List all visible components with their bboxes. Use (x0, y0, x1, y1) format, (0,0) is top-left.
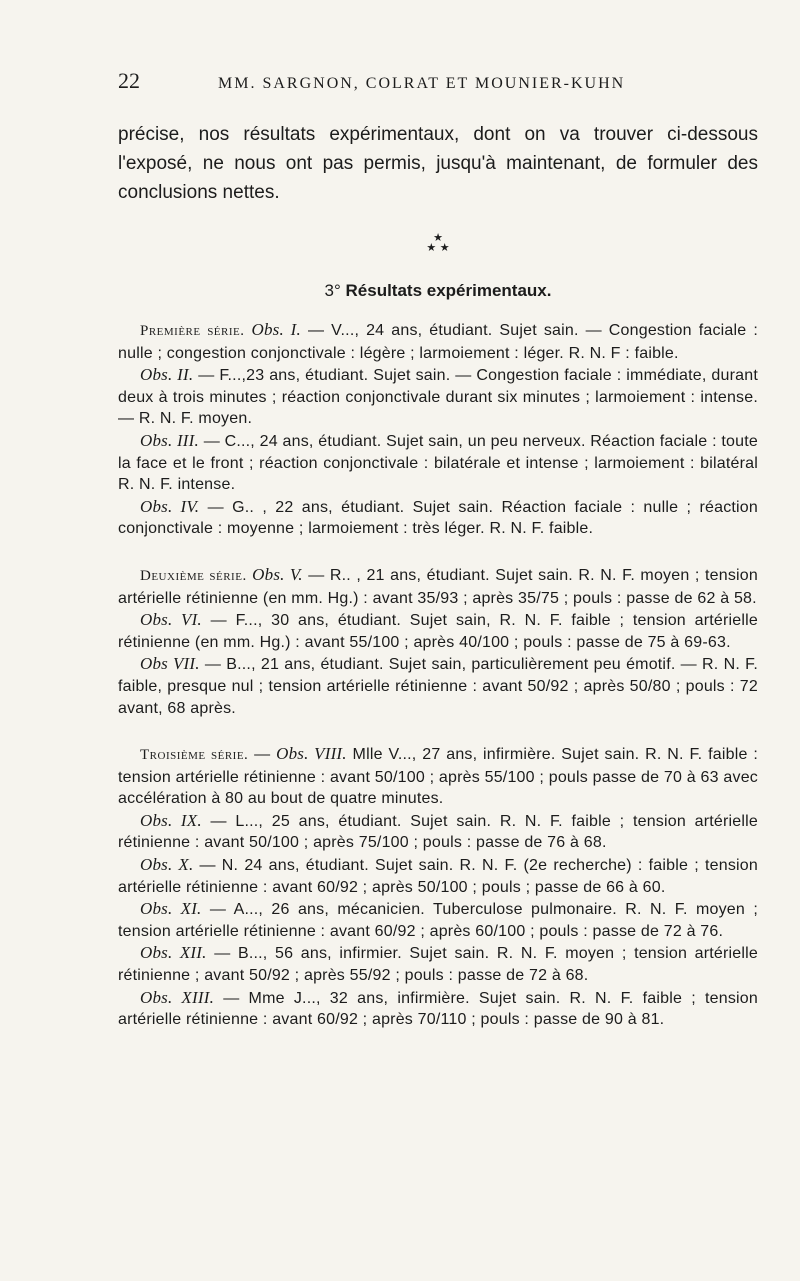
observation-text: — C..., 24 ans, étudiant. Sujet sain, un peu nerveux. Réaction faciale : toute la face et le front ; réaction conjonctivale : bilatérale et intense ; larmoiement : bilatéral R. N. F. intense. (118, 432, 758, 494)
observation-text: — V..., 24 ans, étudiant. Sujet sain. — Congestion faciale : nulle ; congestion conjonctivale : légère ; larmoiement : léger. R. N. F : faible. (118, 322, 758, 362)
observation-text: — B..., 21 ans, étudiant. Sujet sain, particulièrement peu émotif. — R. N. F. faible, presque nul ; tension artérielle rétinienne : avant 50/92 ; après 50/80 ; pouls : 72 avant, 68 après. (118, 656, 758, 717)
series-label: Deuxième série. (140, 567, 247, 584)
observation-text: — L..., 25 ans, étudiant. Sujet sain. R. N. F. faible ; tension artérielle rétinienne : avant 50/100 ; après 75/100 ; pouls : passe de 76 à 68. (118, 812, 758, 852)
observation-ref: Obs. V. (252, 564, 303, 584)
observation (118, 319, 758, 364)
asterism-bottom-icon: ★ ★ (426, 241, 450, 254)
observation-ref: Obs. III. (140, 430, 199, 450)
page-number: 22 (118, 68, 140, 93)
series-2 (118, 564, 758, 719)
observation: Troisième série. — Obs. VIII. Mlle V..., 27 ans, infirmière. Sujet sain. R. N. F. faible : tension artérielle rétinienne : avant 50/100 ; après 55/100 ; pouls passe de 70 à 63 avec accélération à 80 au bout de quatre minutes. (118, 744, 758, 808)
observation-ref: Obs. XII. (140, 943, 207, 963)
observation-ref: Obs. XI. (140, 899, 202, 919)
observation-text: — A..., 26 ans, mécanicien. Tuberculose pulmonaire. R. N. F. moyen ; tension artérielle rétinienne : avant 60/92 ; après 60/100 ; pouls : passe de 72 à 76. (118, 901, 758, 940)
observation-ref: Obs. VIII. (276, 744, 347, 764)
observation (118, 564, 758, 609)
intro-paragraph: précise, nos résultats expérimentaux, dont on va trouver ci-dessous l'exposé, ne nous ont pas permis, jusqu'à maintenant, de formuler des conclusions nettes. (118, 124, 758, 203)
observation-ref: Obs VII. (140, 654, 200, 674)
observation (118, 810, 758, 854)
series-3 (118, 743, 758, 1031)
section-title: Résultats expérimentaux. (345, 281, 552, 300)
observation (118, 496, 758, 540)
observation-text: — F..., 30 ans, étudiant. Sujet sain, R. N. F. faible ; tension artérielle rétinienne (en mm. Hg.) : avant 55/100 ; après 40/100 ; pouls : passe de 75 à 69-63. (118, 612, 758, 651)
page-header (118, 68, 758, 94)
observation (118, 364, 758, 430)
observation-text: — B..., 56 ans, infirmier. Sujet sain. R. N. F. moyen ; tension artérielle rétinienne ; avant 50/92 ; après 55/92 ; pouls : passe de 72 à 68. (118, 945, 759, 985)
observation (118, 653, 758, 719)
observation-ref: Obs. II. (140, 365, 194, 385)
observation-text: — G.. , 22 ans, étudiant. Sujet sain. Réaction faciale : nulle ; réaction conjonctivale : moyenne ; larmoiement : très léger. R. N. F. faible. (118, 498, 758, 538)
observation (118, 898, 758, 942)
observation-text: — R.. , 21 ans, étudiant. Sujet sain. R. N. F. moyen ; tension artérielle rétinienne (en mm. Hg.) : avant 35/93 ; après 35/75 ; pouls : passe de 62 à 58. (118, 566, 758, 607)
observation-ref: Obs. VI. (140, 610, 202, 630)
observation-ref: Obs. X. (140, 855, 194, 875)
observation-ref: Obs. IX. (140, 810, 202, 830)
observation (118, 942, 758, 986)
series-1 (118, 319, 758, 540)
observation (118, 609, 758, 653)
observation-text: — F...,23 ans, étudiant. Sujet sain. — Congestion faciale : immédiate, durant deux à trois minutes ; réaction conjonctivale durant six minutes ; larmoiement : intense. — R. N. F. moyen. (118, 367, 758, 428)
observation-ref: Obs. I. (251, 320, 301, 339)
asterism-top-icon: ★ (433, 231, 443, 244)
observation-ref: Obs. IV. (140, 496, 200, 516)
running-head: MM. SARGNON, COLRAT ET MOUNIER-KUHN (218, 75, 626, 92)
series-label: Première série. (140, 323, 245, 339)
observation (118, 430, 758, 496)
observation-ref: Obs. XIII. (140, 987, 215, 1007)
observation-text: Mlle V..., 27 ans, infirmière. Sujet sain. R. N. F. faible : tension artérielle rétinienne : avant 50/100 ; après 55/100 ; pouls passe de 70 à 63 avec accélération à 80 au bout de quatre minutes. (118, 746, 758, 808)
observation-text: — Mme J..., 32 ans, infirmière. Sujet sain. R. N. F. faible ; tension artérielle rétinienne : avant 60/92 ; après 70/110 ; pouls : passe de 90 à 81. (118, 989, 758, 1029)
observation-text: — N. 24 ans, étudiant. Sujet sain. R. N. F. (2e recherche) : faible ; tension artérielle rétinienne : avant 60/92 ; après 50/100 ; pouls ; passe de 66 à 60. (118, 857, 758, 896)
section-heading (118, 281, 758, 301)
asterism-separator (118, 233, 758, 253)
observation (118, 854, 758, 898)
series-label: Troisième série. (140, 747, 249, 764)
section-number: 3° (324, 281, 341, 300)
observation (118, 987, 758, 1031)
